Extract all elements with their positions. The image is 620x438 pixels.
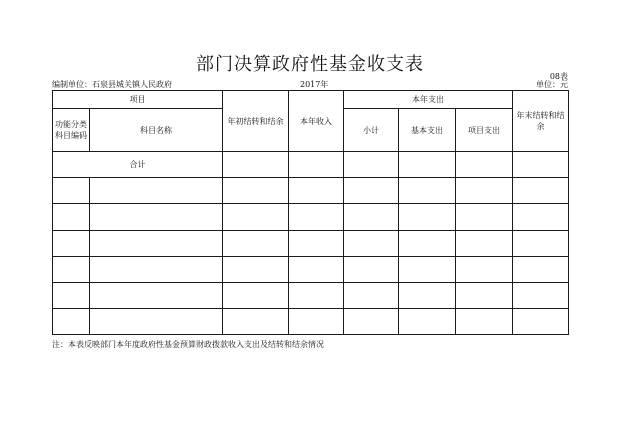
table-cell xyxy=(90,230,223,256)
table-row xyxy=(53,308,569,334)
fund-table xyxy=(52,90,569,335)
table-cell xyxy=(223,282,289,308)
header-project-expense: 项目支出 xyxy=(456,109,513,152)
meta-row xyxy=(52,80,568,90)
table-cell xyxy=(513,230,569,256)
header-function-code: 功能分类科目编码 xyxy=(53,109,90,152)
table-cell xyxy=(399,204,456,230)
table-cell xyxy=(223,256,289,282)
table-row xyxy=(53,256,569,282)
table-cell xyxy=(399,282,456,308)
table-cell xyxy=(513,308,569,334)
reporting-unit: 编制单位：石泉县城关镇人民政府 xyxy=(52,80,172,89)
table-cell xyxy=(456,152,513,178)
table-cell xyxy=(513,204,569,230)
table-cell xyxy=(399,256,456,282)
table-cell xyxy=(223,308,289,334)
table-cell xyxy=(344,308,399,334)
table-cell xyxy=(344,204,399,230)
table-cell xyxy=(289,230,344,256)
table-cell xyxy=(53,230,90,256)
table-cell xyxy=(53,256,90,282)
table-cell xyxy=(53,308,90,334)
table-cell xyxy=(456,282,513,308)
table-cell xyxy=(289,256,344,282)
header-current-income: 本年收入 xyxy=(289,91,344,152)
table-cell xyxy=(456,178,513,204)
table-cell xyxy=(90,256,223,282)
table-cell xyxy=(456,256,513,282)
table-cell xyxy=(289,282,344,308)
table-cell xyxy=(90,308,223,334)
table-cell xyxy=(53,204,90,230)
table-cell xyxy=(223,230,289,256)
table-cell xyxy=(53,282,90,308)
footnote: 注：本表反映部门本年度政府性基金预算财政拨款收入支出及结转和结余情况 xyxy=(52,340,324,349)
table-row xyxy=(53,204,569,230)
table-cell xyxy=(399,178,456,204)
table-cell xyxy=(344,282,399,308)
table-cell xyxy=(53,178,90,204)
table-cell xyxy=(456,308,513,334)
header-opening-balance: 年初结转和结余 xyxy=(223,91,289,152)
table-row xyxy=(53,178,569,204)
table-cell xyxy=(289,178,344,204)
table-cell xyxy=(90,282,223,308)
header-project: 项目 xyxy=(53,91,223,109)
form-number: 08表 xyxy=(549,72,568,81)
table-cell xyxy=(344,230,399,256)
table-cell xyxy=(456,204,513,230)
table-cell xyxy=(223,204,289,230)
table-cell xyxy=(344,178,399,204)
table-cell xyxy=(513,152,569,178)
total-label: 合计 xyxy=(53,152,223,178)
table-cell xyxy=(289,308,344,334)
table-cell xyxy=(90,178,223,204)
header-current-expense: 本年支出 xyxy=(344,91,513,109)
table-cell xyxy=(223,178,289,204)
table-cell xyxy=(456,230,513,256)
table-cell xyxy=(344,152,399,178)
header-subtotal: 小计 xyxy=(344,109,399,152)
table-cell xyxy=(513,282,569,308)
table-cell xyxy=(289,204,344,230)
table-cell xyxy=(399,308,456,334)
page-title: 部门决算政府性基金收支表 xyxy=(196,54,424,75)
header-basic-expense: 基本支出 xyxy=(399,109,456,152)
currency-unit: 单位：元 xyxy=(536,80,568,89)
table-cell xyxy=(223,152,289,178)
table-row xyxy=(53,282,569,308)
report-year: 2017年 xyxy=(300,80,329,89)
table-row xyxy=(53,230,569,256)
table-cell xyxy=(399,230,456,256)
header-subject-name: 科目名称 xyxy=(90,109,223,152)
table-cell xyxy=(289,152,344,178)
table-cell xyxy=(513,178,569,204)
table-cell xyxy=(399,152,456,178)
table-cell xyxy=(513,256,569,282)
total-row xyxy=(53,152,569,178)
header-closing-balance: 年末结转和结余 xyxy=(513,91,569,152)
table-cell xyxy=(90,204,223,230)
table-cell xyxy=(344,256,399,282)
